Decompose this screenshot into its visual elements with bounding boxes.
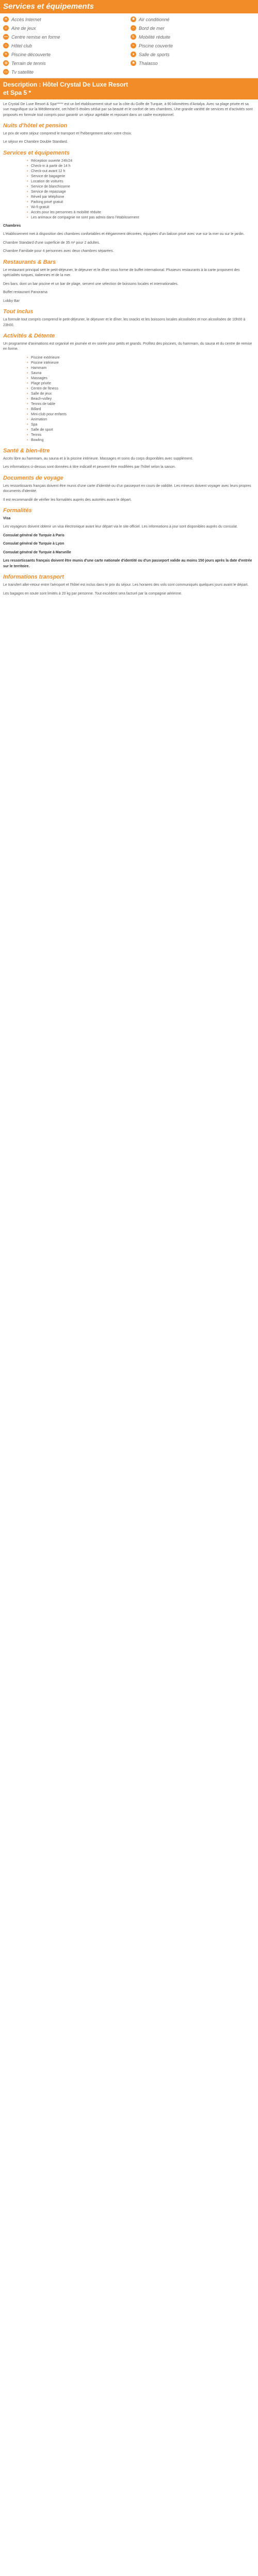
amenity-label: Aire de jeux [11, 25, 36, 31]
sante-p2: Les informations ci-dessus sont données à titre indicatif et peuvent être modifiées par l'hôtel selon la saison. [3, 465, 176, 469]
list-item: • Service de repassage [27, 190, 255, 195]
sun-icon: ☀ [3, 52, 9, 57]
sports-icon: ● [131, 52, 136, 57]
list-item: • Salle de sport [27, 428, 255, 433]
chambres-p3: Chambre Familiale pour 4 personnes avec deux chambres séparées. [3, 249, 114, 253]
sante-title: Santé & bien-être [3, 447, 50, 454]
sante-p1: Accès libre au hammam, au sauna et à la piscine intérieure. Massages et soins du corps disponibles avec supplément. [3, 456, 194, 461]
tennis-icon: ◍ [3, 60, 9, 66]
list-item: • Tennis [27, 433, 255, 438]
chambres-title: Chambres [3, 224, 21, 228]
restau-p4: Lobby Bar [3, 299, 20, 303]
nights-p1: Le prix de votre séjour comprend le transport et l'hébergement selon votre choix. [3, 131, 132, 135]
dumbbell-icon: ⊷ [3, 34, 9, 40]
chambres-p2: Chambre Standard d'une superficie de 35 m² pour 2 adultes. [3, 241, 100, 245]
amenity-item [3, 50, 127, 58]
amenity-item [131, 42, 255, 49]
list-item: • Mini-club pour enfants [27, 412, 255, 417]
restau-p1: Le restaurant principal sert le petit-déjeuner, le déjeuner et le dîner sous forme de buffet international. Plusieurs restaurants à la carte proposent des spécialités turques, italiennes et de la mer. [3, 268, 240, 278]
amenity-label: Piscine découverte [11, 52, 51, 57]
wifi-icon: ≋ [3, 16, 9, 22]
page [0, 0, 258, 597]
docs-p2: Il est recommandé de vérifier les formalités auprès des autorités avant le départ. [3, 498, 132, 502]
description-intro: Le Crystal De Luxe Resort & Spa***** est un bel établissement situé sur la côte du Golfe de Turquie, à 90 kilomètres d'Antalya. Avec sa plage privée et sa vue magnifique sur la Méditerranée, cet hôtel 5 étoiles séduit par sa beauté et le confort de ses chambres. Une grande variété de services et d'activités sont proposés en formule tout compris pour garantir un séjour agréable et reposant dans un cadre exceptionnel. [3, 102, 253, 117]
amenity-label: Mobilité réduite [139, 34, 171, 40]
list-item: • Piscine extérieure [27, 355, 255, 361]
activites-title: Activités & Détente [3, 333, 55, 339]
final-note: Les ressortissants français doivent être munis d'une carte nationale d'identité ou d'un passeport valide au moins 150 jours après la date d'entrée sur le territoire. [3, 559, 252, 568]
list-item: • Animation [27, 417, 255, 422]
activites-p1: Un programme d'animations est organisé en journée et en soirée pour petits et grands. Profitez des piscines, du hammam, du sauna et du centre de remise en forme. [3, 342, 252, 351]
list-item: • Billard [27, 407, 255, 412]
formalites-p2: Les voyageurs doivent obtenir un visa électronique avant leur départ via le site officiel. Les informations à jour sont disponibles auprès du consulat. [3, 525, 238, 529]
list-item: • Parking privé gratuit [27, 200, 255, 205]
services-header: Services et équipements [0, 0, 258, 13]
formalites-p1: Visa [3, 516, 11, 520]
hotel-icon: ⌂ [3, 43, 9, 48]
description-title-1: Description : Hôtel Crystal De Luxe Resort [3, 81, 128, 89]
playground-icon: ☼ [3, 25, 9, 31]
list-item: • Accès pour les personnes à mobilité réduite [27, 210, 255, 215]
chambres-p1: L'établissement met à disposition des chambres confortables et élégamment décorées, équipées d'un balcon privé avec vue sur la mer ou sur le jardin. [3, 232, 245, 236]
formalites-title: Formalités [3, 507, 32, 514]
list-item: • Réception ouverte 24h/24 [27, 159, 255, 164]
pool-icon: ≈ [131, 43, 136, 48]
list-item: • Tennis de table [27, 402, 255, 407]
toutinclus-title: Tout inclus [3, 309, 34, 315]
formalites-p4: Consulat général de Turquie à Lyon [3, 542, 64, 546]
amenity-item [3, 24, 127, 32]
list-item: • Massages [27, 376, 255, 381]
amenity-label: Air conditionné [139, 16, 170, 22]
amenity-label: Centre remise en forme [11, 34, 60, 40]
amenity-label: Piscine couverte [139, 43, 173, 48]
amenity-item [131, 24, 255, 32]
amenity-item [3, 15, 127, 23]
amenity-item [3, 33, 127, 41]
restau-title: Restaurants & Bars [3, 259, 56, 265]
list-item: • Sauna [27, 371, 255, 376]
list-item: • Réveil par téléphone [27, 195, 255, 200]
amenities-grid [0, 13, 258, 78]
amenity-label: Hôtel club [11, 43, 33, 48]
amenity-item [3, 42, 127, 49]
list-item: • Plage privée [27, 381, 255, 386]
activities-list [6, 355, 255, 443]
docs-p1: Les ressortissants français doivent être munis d'une carte d'identité ou d'un passeport en cours de validité. Les mineurs doivent voyager avec leurs propres documents d'identité. [3, 484, 251, 494]
wave-icon: ~ [131, 25, 136, 31]
spa-icon: ❀ [131, 60, 136, 66]
list-item: • Bowling [27, 438, 255, 443]
nights-title: Nuits d'hôtel et pension [3, 123, 68, 129]
list-item: • Beach-volley [27, 397, 255, 402]
formalites-p5: Consulat général de Turquie à Marseille [3, 550, 71, 554]
list-item: • Les animaux de compagnie ne sont pas admis dans l'établissement [27, 215, 255, 221]
list-item: • Hammam [27, 366, 255, 371]
amenity-item [131, 50, 255, 58]
infos-p2: Les bagages en soute sont limités à 20 kg par personne. Tout excédent sera facturé par la compagnie aérienne. [3, 591, 182, 596]
list-item: • Check-out avant 12 h [27, 169, 255, 174]
snowflake-icon: ✱ [131, 16, 136, 22]
amenity-label: Tv satellite [11, 69, 34, 75]
list-item: • Service de blanchisserie [27, 184, 255, 190]
list-item: • Wi-fi gratuit [27, 205, 255, 210]
amenity-label: Terrain de tennis [11, 60, 46, 66]
list-item: • Check-in à partir de 14 h [27, 164, 255, 169]
description-header [0, 78, 258, 99]
list-item: • Spa [27, 422, 255, 428]
amenity-item [131, 33, 255, 41]
wheelchair-icon: ♿ [131, 34, 136, 40]
list-item: • Piscine intérieure [27, 361, 255, 366]
list-item: • Centre de fitness [27, 386, 255, 392]
amenity-item [3, 59, 127, 67]
rooms-list [6, 159, 255, 221]
amenity-label: Salle de sports [139, 52, 170, 57]
list-item: • Service de bagagerie [27, 174, 255, 179]
docs-title: Documents de voyage [3, 474, 63, 481]
rooms-title: Services et équipements [3, 149, 70, 156]
amenity-label: Thalasso [139, 60, 158, 66]
amenity-label: Bord de mer [139, 25, 165, 31]
list-item: • Location de voitures [27, 179, 255, 184]
amenity-label: Accès Internet [11, 16, 41, 22]
restau-p3: Buffet restaurant Panorama [3, 291, 47, 295]
description-title-2: et Spa 5 * [3, 89, 31, 97]
amenity-item [131, 59, 255, 67]
nights-p2: Le séjour en Chambre Double Standard. [3, 140, 68, 144]
toutinclus-p1: La formule tout compris comprend le petit-déjeuner, le déjeuner et le dîner, les snacks et les boissons locales alcoolisées et non alcoolisées de 10h00 à 23h00. [3, 318, 246, 327]
list-item: • Salle de jeux [27, 392, 255, 397]
restau-p2: Des bars, dont un bar piscine et un bar de plage, servent une sélection de boissons locales et internationales. [3, 282, 179, 286]
amenity-item [3, 68, 127, 76]
tv-icon: ▭ [3, 69, 9, 75]
amenity-item [131, 15, 255, 23]
infos-title: Informations transport [3, 574, 64, 581]
infos-p1: Le transfert aller-retour entre l'aéroport et l'hôtel est inclus dans le prix du séjour. Les horaires des vols sont communiqués quelques jours avant le départ. [3, 583, 249, 587]
formalites-p3: Consulat général de Turquie à Paris [3, 533, 64, 537]
